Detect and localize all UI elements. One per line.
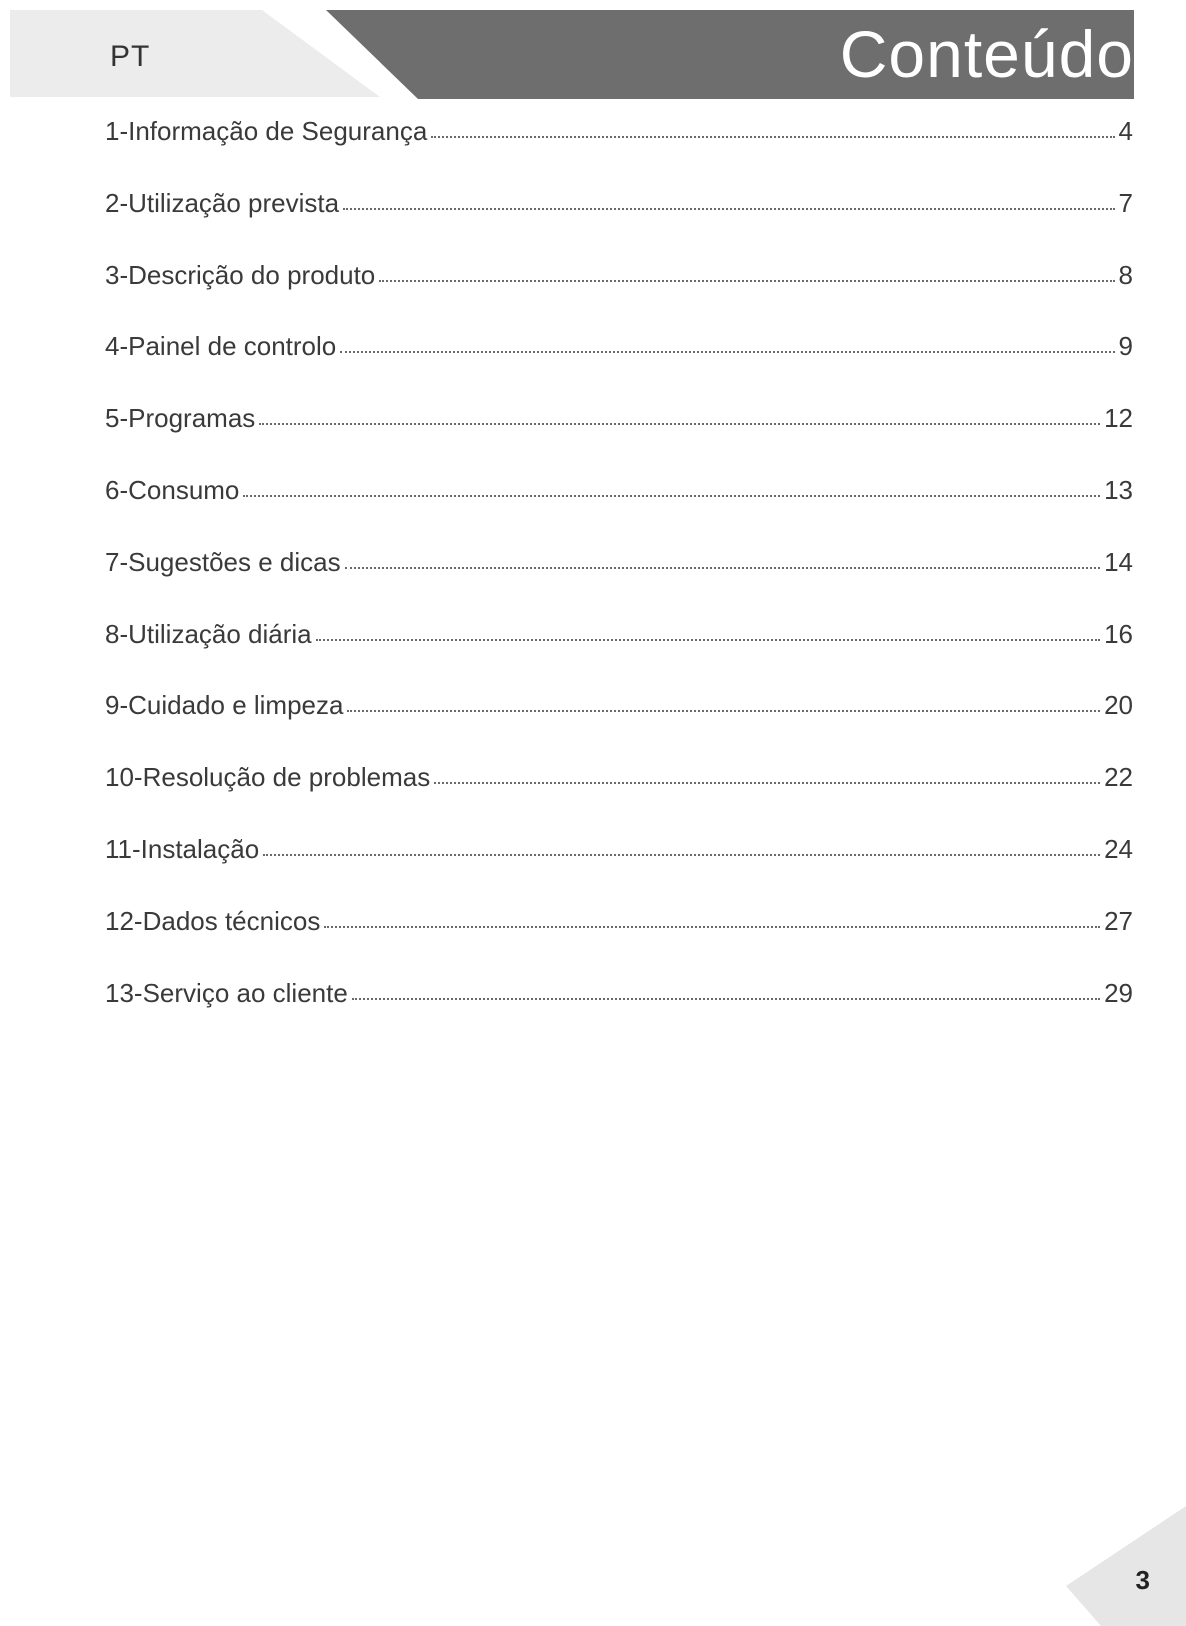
toc-entry-page: 12 [1104,403,1133,434]
toc-entry-daily-use[interactable] [105,619,1133,691]
page-title: Conteúdo [839,17,1134,91]
toc-entry-label: 1-Informação de Segurança [105,116,428,146]
toc-entry-page: 22 [1104,762,1133,793]
toc-entry-troubleshooting[interactable] [105,762,1133,834]
toc-dot-leader [316,638,1100,641]
toc-entry-page: 4 [1118,116,1133,146]
toc-entry-page: 8 [1118,259,1133,290]
toc-entry-page: 7 [1118,187,1133,218]
page-number: 3 [1135,1565,1150,1595]
footer-corner-shape [1066,1506,1186,1626]
toc-entry-label: 4-Painel de controlo [105,331,337,362]
toc-entry-control-panel[interactable] [105,331,1133,403]
toc-entry-tips[interactable] [105,547,1133,619]
toc-entry-page: 27 [1104,905,1133,936]
toc-entry-label: 11-Instalação [105,833,260,864]
toc-entry-page: 9 [1118,331,1133,362]
toc-entry-care-cleaning[interactable] [105,690,1133,762]
toc-dot-leader [263,853,1100,856]
toc-entry-page: 14 [1104,546,1133,577]
toc-dot-leader [434,781,1100,784]
footer-corner-tab [1066,1476,1186,1626]
toc-dot-leader [324,925,1100,928]
toc-entry-label: 5-Programas [105,403,256,434]
toc-entry-label: 13-Serviço ao cliente [105,977,348,1008]
toc-entry-installation[interactable] [105,834,1133,906]
toc-entry-label: 9-Cuidado e limpeza [105,690,344,721]
toc-entry-consumption[interactable] [105,475,1133,547]
toc-entry-page: 16 [1104,618,1133,649]
toc-dot-leader [259,422,1100,425]
toc-entry-page: 24 [1104,833,1133,864]
toc-entry-label: 7-Sugestões e dicas [105,546,341,577]
toc-entry-customer-service[interactable] [105,978,1133,1050]
toc-entry-label: 3-Descrição do produto [105,259,376,290]
toc-dot-leader [347,709,1100,712]
toc-entry-label: 10-Resolução de problemas [105,762,431,793]
toc-dot-leader [340,350,1114,353]
toc-entry-page: 13 [1104,474,1133,505]
language-code: PT [110,40,151,73]
toc-entry-page: 20 [1104,690,1133,721]
toc-dot-leader [345,566,1100,569]
toc-dot-leader [379,279,1114,282]
toc-entry-page: 29 [1104,977,1133,1008]
toc-dot-leader [352,997,1100,1000]
header-light-tab [10,10,380,97]
toc-dot-leader [431,135,1114,138]
toc-entry-label: 2-Utilização prevista [105,187,340,218]
toc-entry-intended-use[interactable] [105,188,1133,260]
toc-entry-safety[interactable] [105,116,1133,188]
toc-entry-product-description[interactable] [105,260,1133,332]
toc-dot-leader [243,494,1100,497]
toc-entry-technical-data[interactable] [105,906,1133,978]
toc-entry-label: 12-Dados técnicos [105,905,321,936]
table-of-contents [105,116,1133,1049]
toc-entry-label: 6-Consumo [105,474,240,505]
toc-dot-leader [343,207,1114,210]
toc-entry-programs[interactable] [105,403,1133,475]
toc-entry-label: 8-Utilização diária [105,618,312,649]
